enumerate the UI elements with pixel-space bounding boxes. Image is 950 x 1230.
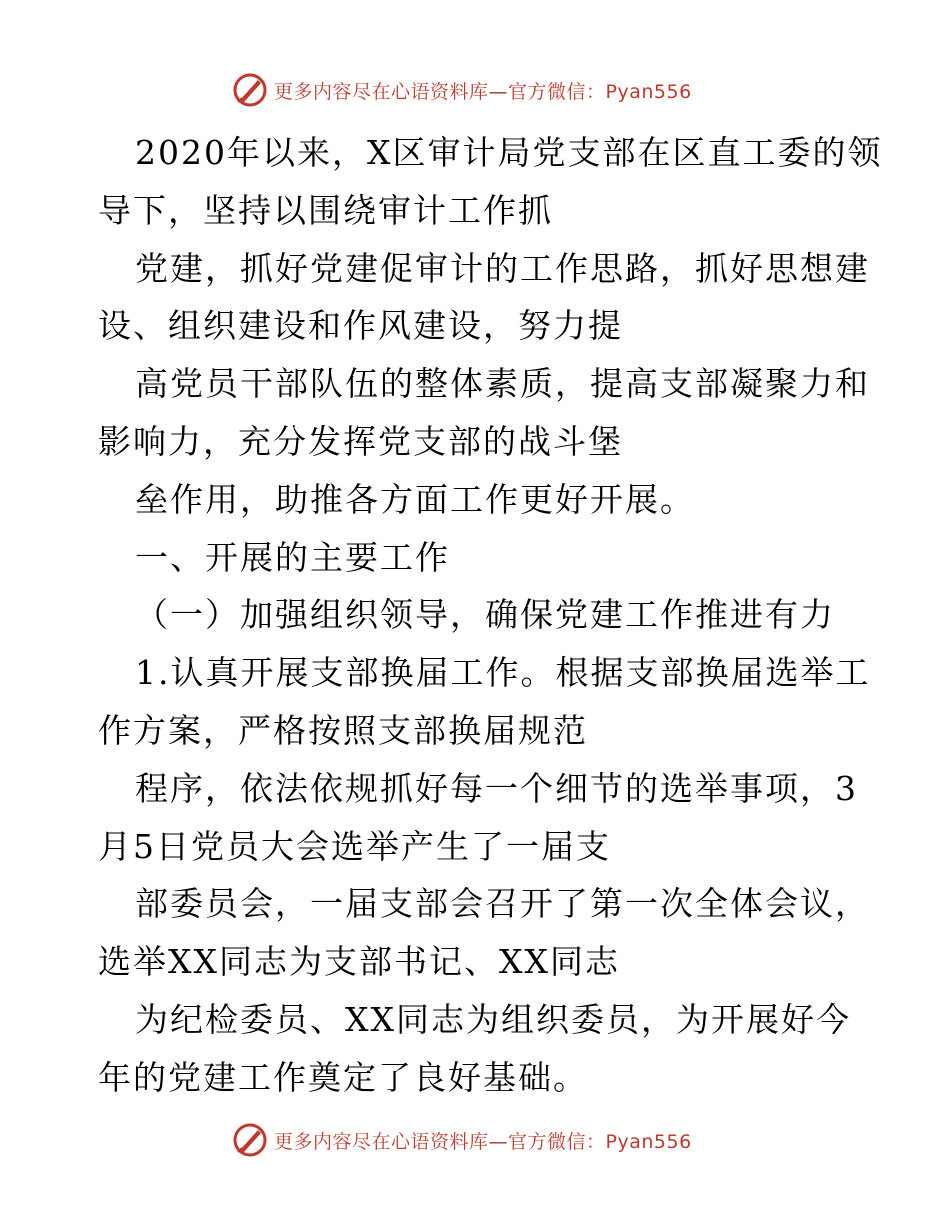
banner-wechat-label: 官方微信： xyxy=(508,1130,606,1153)
document-body xyxy=(98,124,883,1107)
text-line: 设、组织建设和作风建设，努力提 xyxy=(98,306,623,346)
quill-logo-icon xyxy=(232,72,268,108)
text-line: 导下，坚持以围绕审计工作抓 xyxy=(98,190,553,230)
text-line: （一）加强组织领导，确保党建工作推进有力 xyxy=(135,595,835,635)
text-line: 影响力，充分发挥党支部的战斗堡 xyxy=(98,421,623,461)
text-line: 部委员会，一届支部会召开了第一次全体会议， xyxy=(135,884,870,924)
text-line: 作方案，严格按照支部换届规范 xyxy=(98,710,588,750)
text-line: 党建，抓好党建促审计的工作思路，抓好思想建 xyxy=(135,248,870,288)
footer-banner xyxy=(232,1120,712,1160)
text-line: 程序，依法依规抓好每一个细节的选举事项，3 xyxy=(135,768,858,808)
text-line: 为纪检委员、XX同志为组织委员，为开展好今 xyxy=(135,999,851,1039)
text-line: 年的党建工作奠定了良好基础。 xyxy=(98,1057,588,1097)
banner-wechat-id: Pyan556 xyxy=(605,1130,692,1153)
text-line: 1.认真开展支部换届工作。根据支部换届选举工 xyxy=(135,653,871,693)
banner-main-text: 更多内容尽在心语资料库 xyxy=(274,80,489,103)
text-line: 选举XX同志为支部书记、XX同志 xyxy=(98,942,620,982)
banner-wechat-label: 官方微信： xyxy=(508,80,606,103)
banner-dash: — xyxy=(488,1130,509,1153)
header-banner xyxy=(232,70,712,110)
banner-wechat-id: Pyan556 xyxy=(605,80,692,103)
quill-logo-icon xyxy=(232,1122,268,1158)
banner-main-text: 更多内容尽在心语资料库 xyxy=(274,1130,489,1153)
text-line: 垒作用，助推各方面工作更好开展。 xyxy=(135,479,695,519)
banner-dash: — xyxy=(488,80,509,103)
text-line: 高党员干部队伍的整体素质，提高支部凝聚力和 xyxy=(135,364,870,404)
text-line: 月5日党员大会选举产生了一届支 xyxy=(98,826,611,866)
text-line: 一、开展的主要工作 xyxy=(135,537,450,577)
text-line: 2020年以来，X区审计局党支部在区直工委的领 xyxy=(135,133,883,172)
